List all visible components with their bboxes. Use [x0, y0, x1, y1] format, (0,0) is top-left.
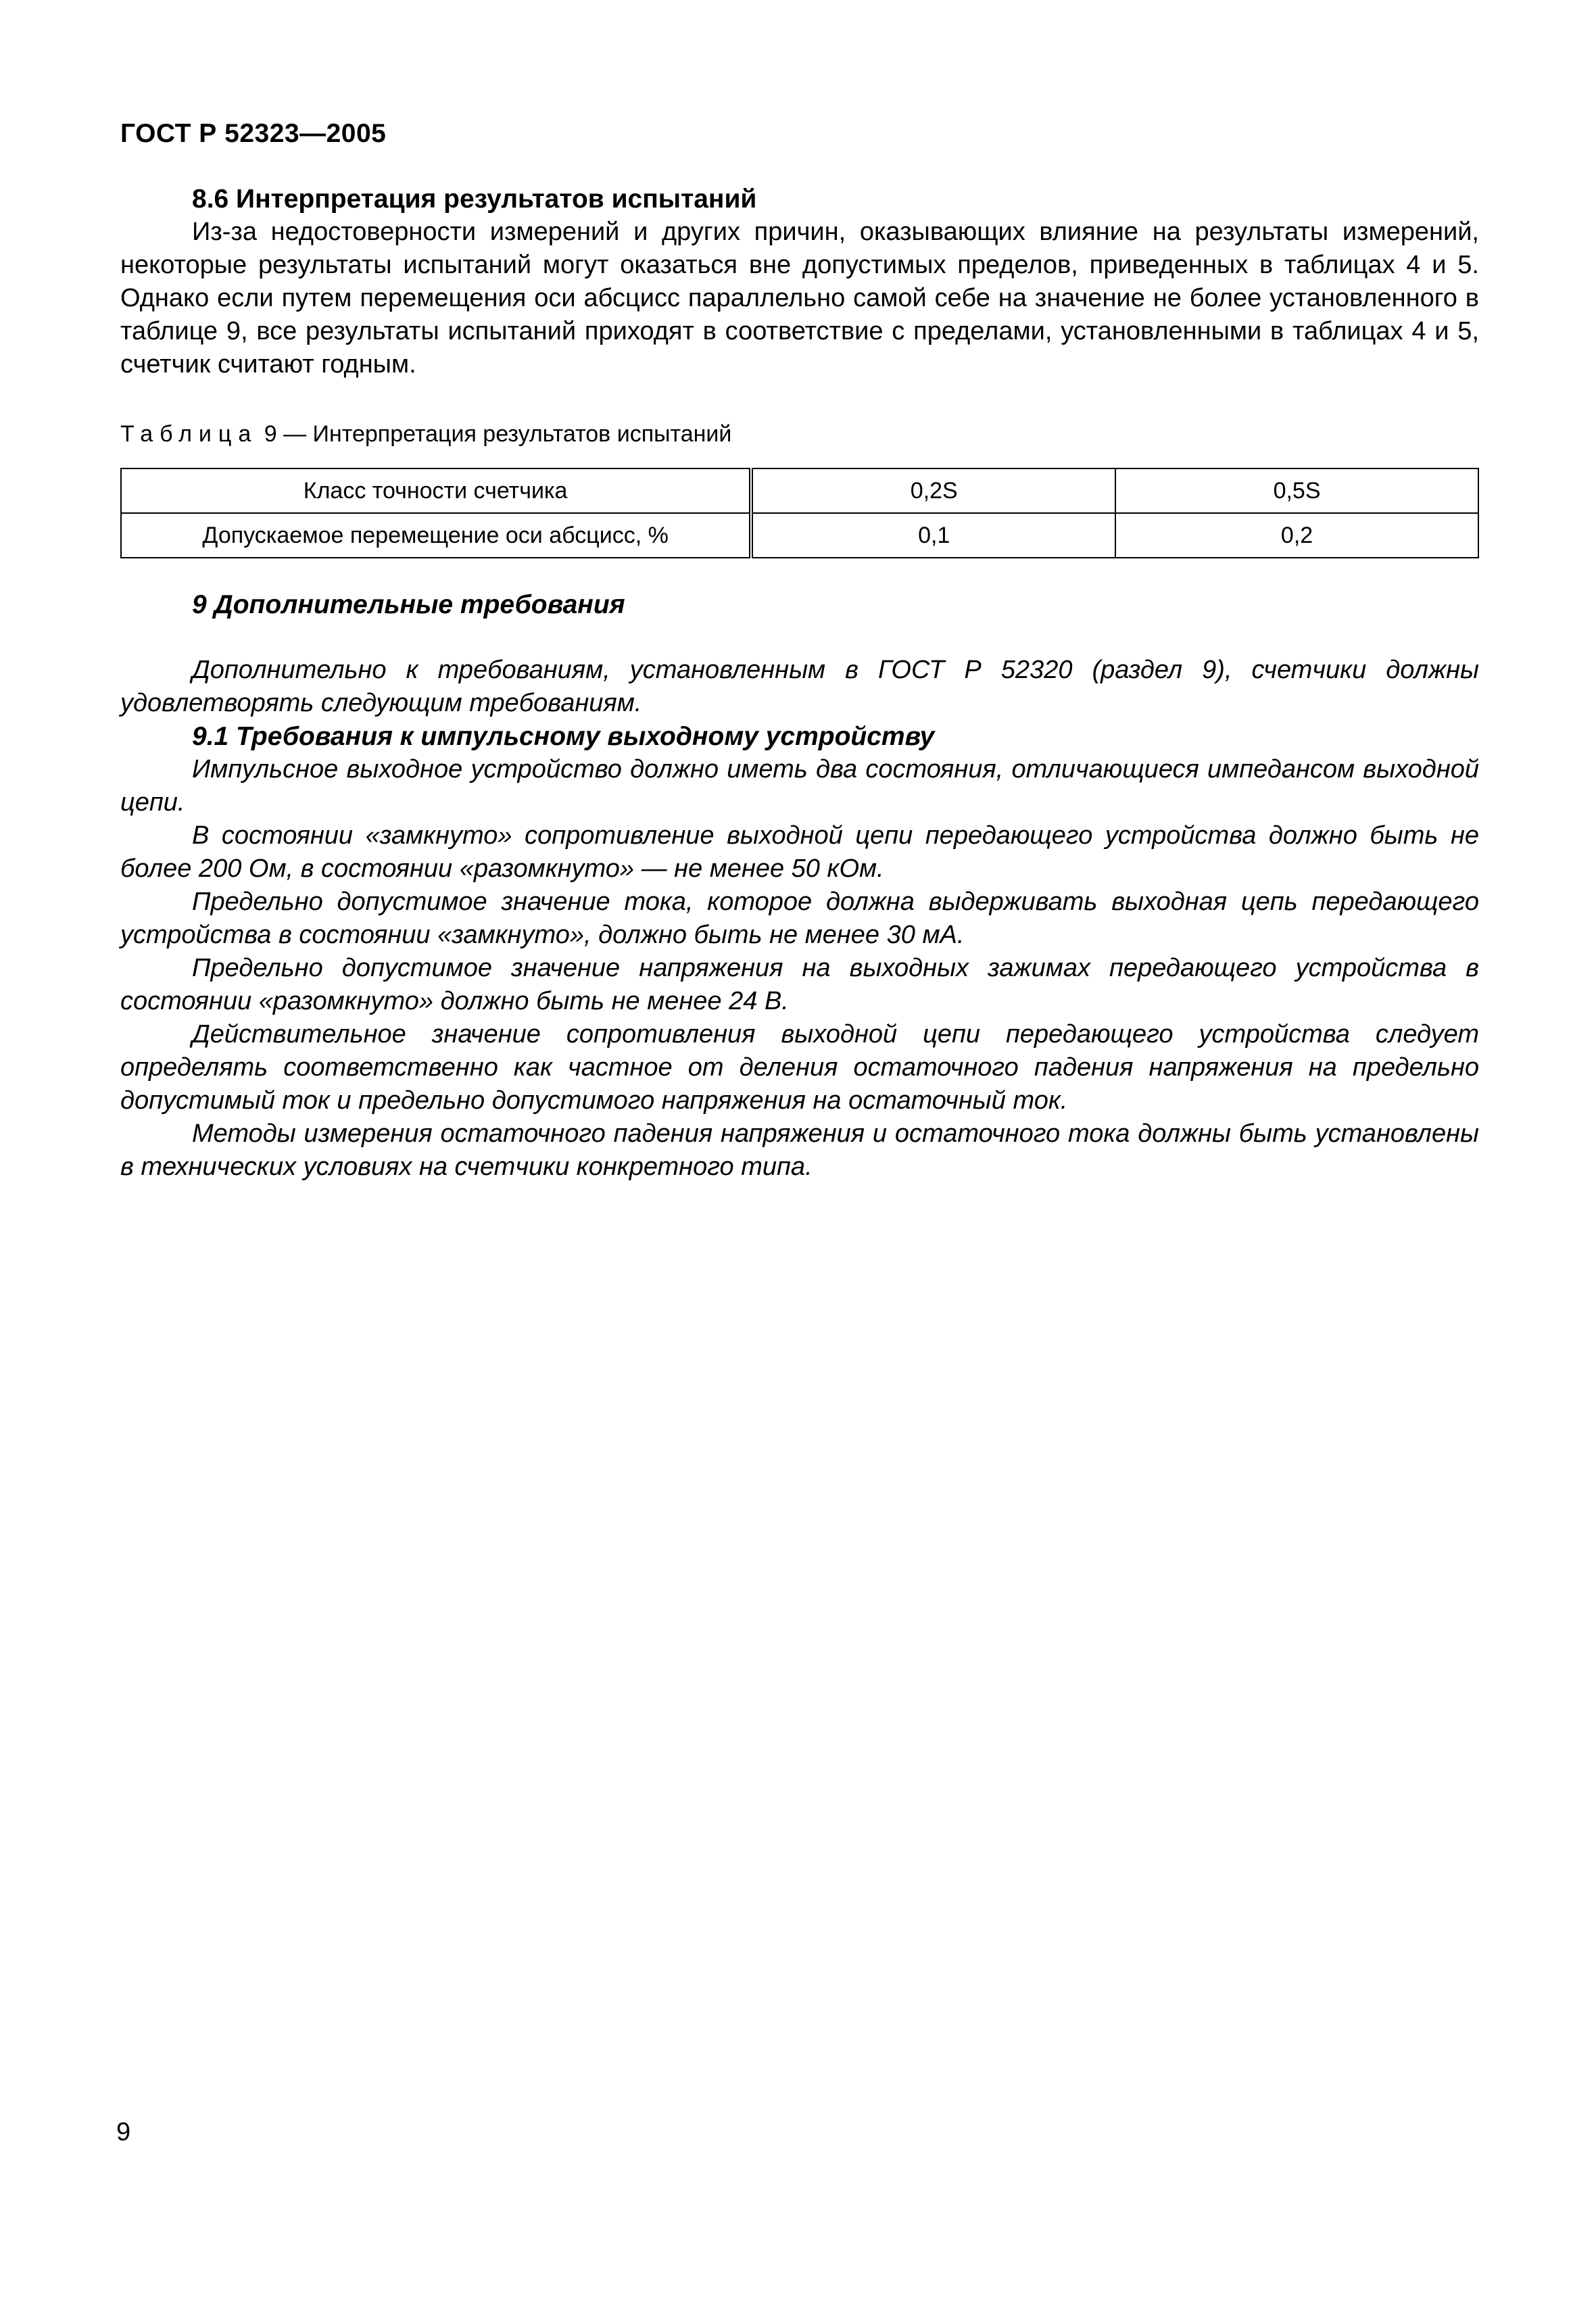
spacer — [120, 621, 1479, 654]
page-content — [120, 183, 1479, 1184]
section-9-1-paragraph: Методы измерения остаточного падения напряжения и остаточного тока должны быть установлены в технических условиях на счетчики конкретного типа. — [120, 1119, 1479, 1181]
section-9-title: 9 Дополнительные требования — [192, 590, 625, 619]
table-row — [121, 468, 1478, 513]
table-cell-label: Класс точности счетчика — [121, 468, 751, 513]
section-9-1-paragraph: Предельно допустимое значение напряжения на выходных зажимах передающего устройства в состоянии «разомкнуто» должно быть не менее 24 В. — [120, 954, 1479, 1015]
section-9-intro: Дополнительно к требованиям, установленным в ГОСТ Р 52320 (раздел 9), счетчики должны удовлетворять следующим требованиям. — [120, 656, 1479, 717]
section-9 — [120, 588, 1479, 1184]
section-9-1-paragraph: В состоянии «замкнуто» сопротивление выходной цепи передающего устройства должно быть не более 200 Ом, в состоянии «разомкнуто» — не менее 50 кОм. — [120, 821, 1479, 883]
table-cell-value: 0,2 — [1115, 513, 1478, 558]
section-9-1-title: 9.1 Требования к импульсному выходному устройству — [192, 722, 935, 751]
table-cell-value: 0,1 — [751, 513, 1115, 558]
document-header: ГОСТ Р 52323—2005 — [120, 119, 387, 148]
section-9-1-paragraph: Действительное значение сопротивления выходной цепи передающего устройства следует определять соответственно как частное от деления остаточного падения напряжения на предельно допустимый ток и предельно допустимого напряжения на остаточный ток. — [120, 1020, 1479, 1115]
page-number: 9 — [116, 2118, 131, 2146]
table-caption-rest: 9 — Интерпретация результатов испытаний — [258, 421, 732, 447]
section-9-1-paragraph: Предельно допустимое значение тока, которое должна выдерживать выходная цепь передающего устройства в состоянии «замкнуто», должно быть не менее 30 мА. — [120, 888, 1479, 949]
section-9-1-paragraph: Импульсное выходное устройство должно иметь два состояния, отличающиеся импедансом выходной цепи. — [120, 755, 1479, 817]
table-cell-value: 0,5S — [1115, 468, 1478, 513]
table-9 — [120, 468, 1479, 558]
table-row — [121, 513, 1478, 558]
table-caption-word: Таблица — [120, 421, 258, 447]
table-cell-label: Допускаемое перемещение оси абсцисс, % — [121, 513, 751, 558]
section-8-6-title: 8.6 Интерпретация результатов испытаний — [192, 185, 757, 214]
table-cell-value: 0,2S — [751, 468, 1115, 513]
table-9-caption — [120, 419, 1479, 449]
section-8-6-text: Из-за недостоверности измерений и других причин, оказывающих влияние на результаты измерений, некоторые результаты испытаний могут оказаться вне допустимых пределов, приведенных в таблицах 4 и 5. Однако если путем перемещения оси абсцисс параллельно самой себе на значение не более установленного в таблице 9, все результаты испытаний приходят в соответствие с пределами, установленными в таблицах 4 и 5, счетчик считают годным. — [120, 218, 1479, 379]
